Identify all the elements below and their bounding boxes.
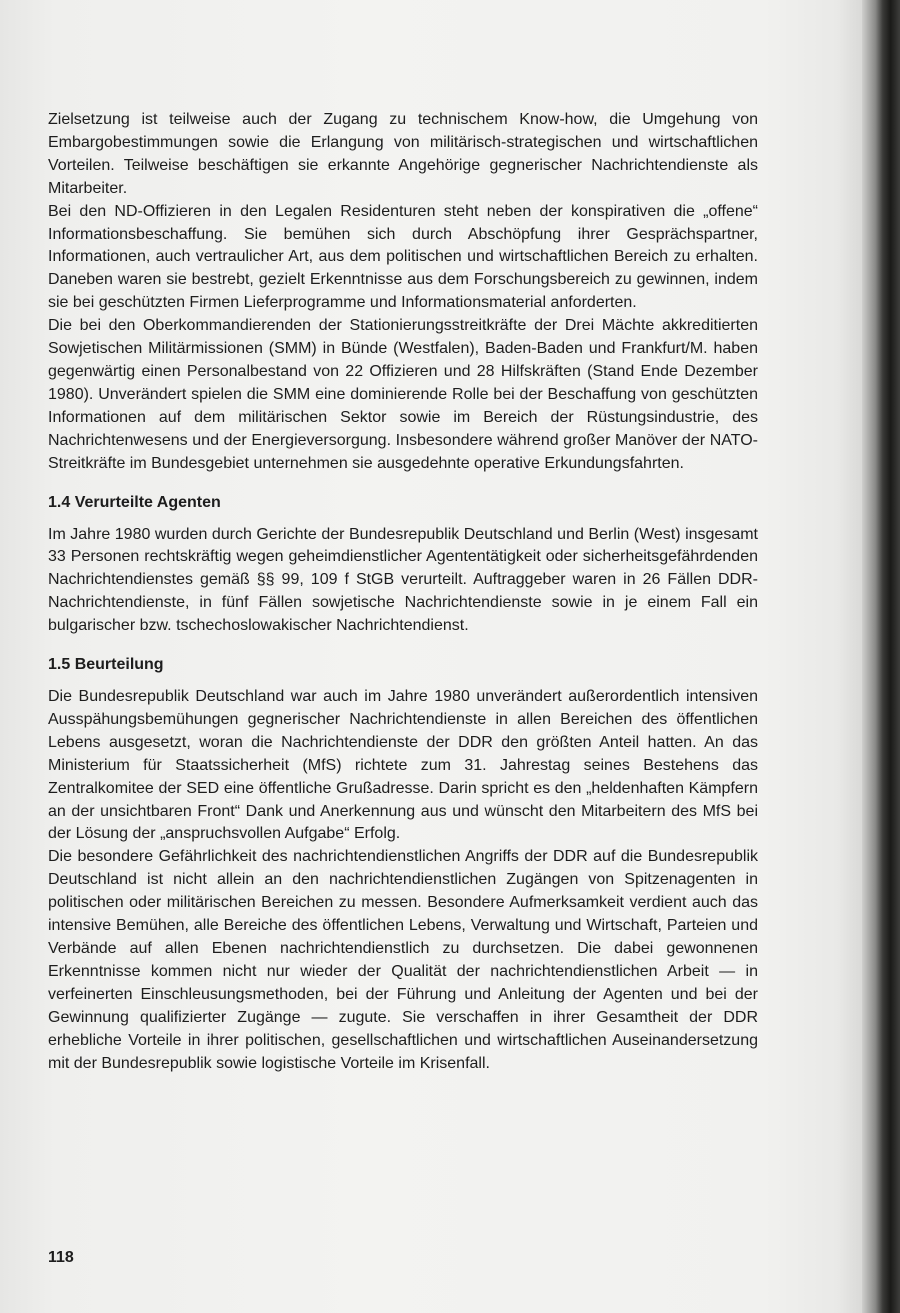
page-number: 118 — [48, 1249, 74, 1266]
paragraph-assessment-2: Die besondere Gefährlichkeit des nachrichtendienstlichen Angriffs der DDR auf die Bundesrepublik Deutschland ist nicht allein an den nachrichtendienstlichen Zugängen von Spitzenagenten in politischen oder militärischen Bereichen zu messen. Besondere Aufmerksamkeit verdient auch das intensive Bemühen, alle Bereiche des öffentlichen Lebens, Verwaltung und Wirtschaft, Parteien und Verbände auf allen Ebenen nachrichtendienstlich zu durchsetzen. Die dabei gewonnenen Erkenntnisse kommen nicht nur wieder der Qualität der nachrichtendienstlichen Arbeit — in verfeinerten Einschleusungsmethoden, bei der Führung und Anleitung der Agenten und bei der Gewinnung qualifizierter Zugänge — zugute. Sie verschaffen in ihrer Gesamtheit der DDR erhebliche Vorteile in ihrer politischen, gesellschaftlichen und wirtschaftlichen Auseinandersetzung mit der Bundesrepublik sowie logistische Vorteile im Krisenfall. — [48, 848, 758, 1072]
paragraph-know-how: Zielsetzung ist teilweise auch der Zugang zu technischem Know-how, die Umgehung von Embargobestimmungen sowie die Erlangung von militärisch-strategischen und wirtschaftlichen Vorteilen. Teilweise beschäftigen sie erkannte Angehörige gegnerischer Nachrichtendienste als Mitarbeiter. — [48, 111, 758, 197]
paragraph-assessment-1: Die Bundesrepublik Deutschland war auch im Jahre 1980 unverändert außerordentlich intensiven Ausspähungsbemühungen gegnerischer Nachrichtendienste in allen Bereichen des öffentlichen Lebens ausgesetzt, woran die Nachrichtendienste der DDR den größten Anteil hatten. An das Ministerium für Staatssicherheit (MfS) richtete zum 31. Jahrestag seines Bestehens das Zentralkomitee der SED eine öffentliche Grußadresse. Darin spricht es den „heldenhaften Kämpfern an der unsichtbaren Front“ Dank und Anerkennung aus und wünscht den Mitarbeitern des MfS bei der Lösung der „anspruchsvollen Aufgabe“ Erfolg. — [48, 688, 758, 843]
paragraph-convicted-agents: Im Jahre 1980 wurden durch Gerichte der Bundesrepublik Deutschland und Berlin (West) insgesamt 33 Personen rechtskräftig wegen geheimdienstlicher Agententätigkeit oder sicherheitsgefährdenden Nachrichtendienstes gemäß §§ 99, 109 f StGB verurteilt. Auftraggeber waren in 26 Fällen DDR-Nachrichtendienste, in fünf Fällen sowjetische Nachrichtendienste sowie in je einem Fall ein bulgarischer bzw. tschechoslowakischer Nachrichtendienst. — [48, 525, 758, 635]
section-heading-1-5: 1.5 Beurteilung — [48, 656, 164, 674]
book-binding-shadow — [862, 0, 900, 1313]
paragraph-legal-residenturen: Bei den ND-Offizieren in den Legalen Residenturen steht neben der konspirativen die „offene“ Informationsbeschaffung. Sie bemühen sich durch Abschöpfung ihrer Gesprächspartner, Informationen, auch vertraulicher Art, aus dem politischen und wirtschaftlichen Bereich zu erhalten. Daneben waren sie bestrebt, gezielt Erkenntnisse aus dem Forschungsbereich zu gewinnen, indem sie bei geschützten Firmen Lieferprogramme und Informationsmaterial anforderten. — [48, 202, 758, 312]
page-body — [48, 109, 758, 1075]
paragraph-military-missions: Die bei den Oberkommandierenden der Stationierungsstreitkräfte der Drei Mächte akkreditierten Sowjetischen Militärmissionen (SMM) in Bünde (Westfalen), Baden-Baden und Frankfurt/M. haben gegenwärtig einen Personalbestand von 22 Offizieren und 28 Hilfskräften (Stand Ende Dezember 1980). Unverändert spielen die SMM eine dominierende Rolle bei der Beschaffung von geschützten Informationen auf dem militärischen Sektor sowie im Bereich der Rüstungsindustrie, des Nachrichtenwesens und der Energieversorgung. Insbesondere während großer Manöver der NATO-Streitkräfte im Bundesgebiet unternehmen sie ausgedehnte operative Erkundungsfahrten. — [48, 317, 758, 472]
section-heading-1-4: 1.4 Verurteilte Agenten — [48, 493, 221, 511]
